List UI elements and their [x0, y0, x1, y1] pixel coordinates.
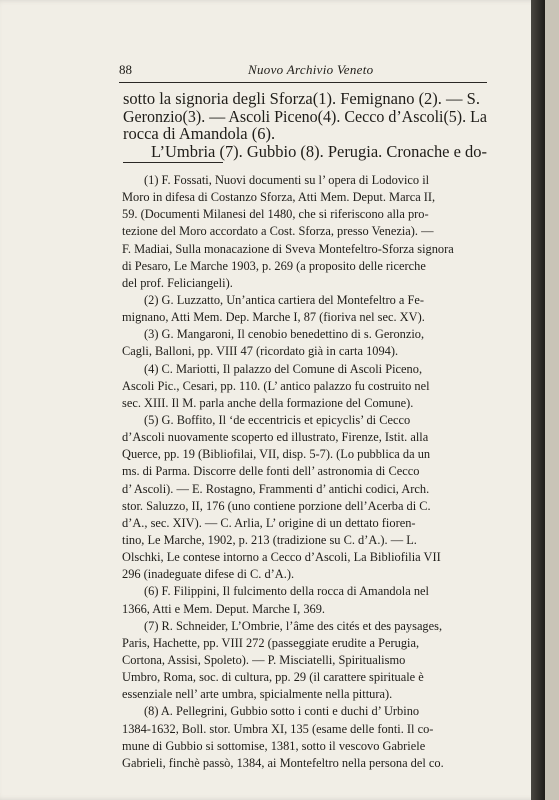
footnote-line: del prof. Feliciangeli).: [122, 275, 233, 290]
main-text-line: Geronzio(3). — Ascoli Piceno(4). Cecco d’Ascoli(5). La: [123, 106, 488, 126]
footnote-line: essenziale nell’ arte umbra, spicialmente nella pittura).: [122, 687, 393, 702]
footnote-line: (1) F. Fossati, Nuovi documenti su l’ opera di Lodovico il: [144, 173, 430, 187]
footnote-line: ms. di Parma. Discorre delle fonti dell’ astronomia di Cecco: [122, 464, 420, 479]
footnote-line: 1366, Atti e Mem. Deput. Marche I, 369.: [122, 601, 326, 616]
footnote-line: d’ Ascoli). — E. Rostagno, Frammenti d’ antichi codici, Arch.: [122, 481, 430, 496]
header-rule: [119, 82, 487, 83]
footnote-line: d’A., sec. XIV). — C. Arlia, L’ origine di un dettato fioren-: [122, 515, 416, 530]
main-text-line: rocca di Amandola (6).: [123, 124, 276, 144]
page-header: [119, 62, 484, 80]
footnote-line: Gabrieli, finchè passò, 1384, ai Montefeltro nella persona del co.: [122, 755, 444, 770]
footnote-line: Umbro, Roma, soc. di cultura, pp. 29 (il carattere spirituale è: [122, 670, 424, 685]
footnote-line: (2) G. Luzzatto, Un’antica cartiera del Montefeltro a Fe-: [144, 292, 425, 307]
footnote-line: Cortona, Assisi, Spoleto). — P. Misciatelli, Spiritualismo: [122, 652, 406, 667]
footnote-line: mune di Gubbio si sottomise, 1381, sotto il vescovo Gabriele: [122, 738, 426, 753]
footnote-line: Cagli, Balloni, pp. VIII 47 (ricordato già in carta 1094).: [122, 344, 399, 359]
footnote-line: Ascoli Pic., Cesari, pp. 110. (L’ antico palazzo fu costruito nel: [122, 378, 430, 393]
footnote-line: Querce, pp. 19 (Bibliofilai, VII, disp. 5-7). (Lo pubblica da un: [122, 447, 431, 462]
footnote-line: tino, Le Marche, 1902, p. 213 (tradizione su C. d’A.). — L.: [122, 532, 417, 547]
main-text: [123, 90, 487, 160]
footnote-line: d’Ascoli nuovamente scoperto ed illustrato, Firenze, Istit. alla: [122, 430, 429, 445]
footnote-line: 1384-1632, Boll. stor. Umbra XI, 135 (esame delle fonti. Il co-: [122, 721, 434, 736]
main-text-line: sotto la signoria degli Sforza(1). Femignano (2). — S.: [123, 89, 480, 108]
footnote-line: Olschki, Le contese intorno a Cecco d’Ascoli, La Bibliofilia VII: [122, 550, 441, 565]
footnote-line: sec. XIII. Il M. parla anche della formazione del Comune).: [122, 395, 414, 410]
page-edge-shadow: [531, 0, 545, 800]
page-number: 88: [119, 62, 132, 77]
footnote-line: (7) R. Schneider, L’Ombrie, l’âme des cités et des paysages,: [144, 618, 443, 633]
footnotes: [122, 172, 490, 772]
footnote-line: di Pesaro, Le Marche 1903, p. 269 (a proposito delle ricerche: [122, 258, 426, 273]
footnote-line: (5) G. Boffito, Il ‘de eccentricis et epicyclis’ di Cecco: [144, 412, 411, 427]
footnote-line: Paris, Hachette, pp. VIII 272 (passeggiate erudite a Perugia,: [122, 635, 420, 650]
footnote-line: (3) G. Mangaroni, Il cenobio benedettino di s. Geronzio,: [144, 327, 425, 342]
footnote-line: (4) C. Mariotti, Il palazzo del Comune di Ascoli Piceno,: [144, 361, 423, 376]
footnote-line: tezione del Moro accordato a Cost. Sforza, presso Venezia). —: [122, 224, 434, 239]
footnote-line: Moro in difesa di Costanzo Sforza, Atti Mem. Deput. Marca II,: [122, 190, 436, 205]
footnote-rule: [123, 162, 223, 163]
running-title: Nuovo Archivio Veneto: [248, 62, 374, 77]
footnote-line: F. Madiai, Sulla monacazione di Sveva Montefeltro-Sforza signora: [122, 241, 454, 256]
footnote-line: stor. Saluzzo, II, 176 (uno contiene porzione dell’Acerba di C.: [122, 498, 431, 513]
footnote-line: mignano, Atti Mem. Dep. Marche I, 87 (fioriva nel sec. XV).: [122, 310, 425, 325]
main-text-line: L’Umbria (7). Gubbio (8). Perugia. Cronache e do-: [151, 141, 488, 161]
footnote-line: 59. (Documenti Milanesi del 1480, che si riferiscono alla pro-: [122, 207, 429, 222]
footnote-line: (6) F. Filippini, Il fulcimento della rocca di Amandola nel: [144, 584, 429, 599]
footnote-line: (8) A. Pellegrini, Gubbio sotto i conti e duchi d’ Urbino: [144, 704, 420, 719]
footnote-line: 296 (inadeguate difese di C. d’A.).: [122, 567, 295, 582]
